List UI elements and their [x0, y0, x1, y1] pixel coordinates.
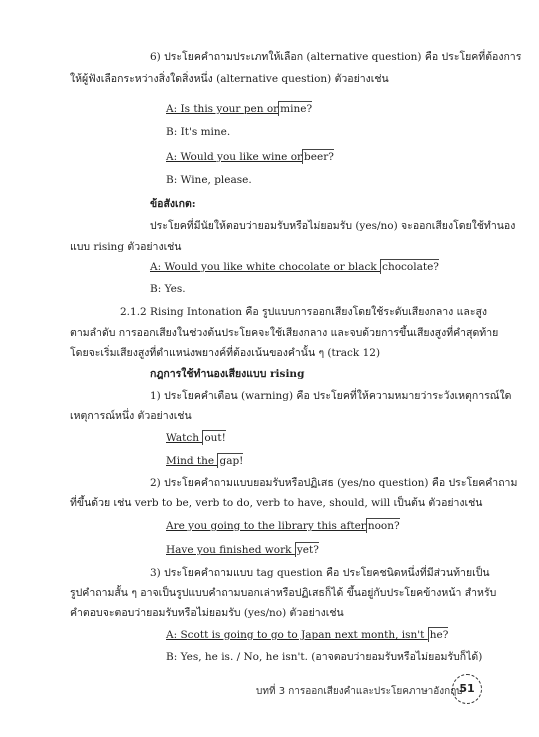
rule3-example-2: B: Yes, he is. / No, he isn't. (อาจตอบว่ายอมรับหรือไม่ยอมรับก็ได้): [166, 651, 483, 663]
rule2-line2: ที่ขึ้นด้วย เช่น verb to be, verb to do, verb to have, should, will เป็นต้น ตัวอย่างเช่น: [70, 497, 483, 509]
note-line2: แบบ rising ตัวอย่างเช่น: [70, 241, 182, 253]
rule1-line2: เหตุการณ์หนึ่ง ตัวอย่างเช่น: [70, 410, 192, 422]
example-alt-1: A: Is this your pen or mine?: [166, 103, 313, 115]
rule2-line1: 2) ประโยคคำถามแบบยอมรับหรือปฏิเสธ (yes/no question) คือ ประโยคคำถาม: [150, 477, 518, 489]
intonation-mark: chocolate?: [382, 261, 439, 273]
rule3-line2: รูปคำถามสั้น ๆ อาจเป็นรูปแบบคำถามบอกเล่าหรือปฏิเสธก็ได้ ขึ้นอยู่กับประโยคข้างหน้า สำหรับ: [70, 587, 497, 599]
example-alt-3: A: Would you like wine or beer?: [166, 151, 334, 163]
note-title: ข้อสังเกต:: [150, 198, 196, 210]
intonation-mark: out!: [204, 432, 226, 444]
rules-title: กฎการใช้ทำนองเสียงแบบ rising: [150, 368, 305, 380]
intonation-mark: mine?: [280, 103, 313, 115]
intonation-mark: beer?: [304, 151, 334, 163]
intonation-mark: gap!: [219, 455, 244, 467]
rule3-line1: 3) ประโยคคำถามแบบ tag question คือ ประโยคชนิดหนึ่งที่มีส่วนท้ายเป็น: [150, 567, 490, 579]
intonation-mark: noon?: [367, 520, 400, 532]
note-line1: ประโยคที่มีนัยให้ตอบว่ายอมรับหรือไม่ยอมรับ (yes/no) จะออกเสียงโดยใช้ทำนอง: [150, 220, 516, 232]
rule3-example-1: A: Scott is going to go to Japan next month, isn't he?: [166, 629, 449, 641]
note-example-1: A: Would you like white chocolate or black chocolate?: [150, 261, 439, 273]
example-alt-2: B: It's mine.: [166, 126, 231, 138]
intonation-mark: yet?: [296, 544, 319, 556]
rule1-example-2: Mind the gap!: [166, 455, 244, 467]
chapter-footer: บทที่ 3 การออกเสียงคำและประโยคภาษาอังกฤษ: [256, 686, 463, 697]
section6-line1: 6) ประโยคคำถามประเภทให้เลือก (alternative question) คือ ประโยคที่ต้องการ: [150, 51, 522, 63]
rising-intro-line2: ตามลำดับ การออกเสียงในช่วงต้นประโยคจะใช้เสียงกลาง และจบด้วยการขึ้นเสียงสูงที่คำสุดท้าย: [70, 327, 499, 339]
rising-intro-line3: โดยจะเริ่มเสียงสูงที่ตำแหน่งพยางค์ที่ต้องเน้นของคำนั้น ๆ (track 12): [70, 347, 381, 359]
rising-intro-line1: 2.1.2 Rising Intonation คือ รูปแบบการออกเสียงโดยใช้ระดับเสียงกลาง และสูง: [120, 306, 488, 318]
page-number-badge: 51: [452, 674, 482, 704]
intonation-mark: he?: [429, 629, 449, 641]
rule1-example-1: Watch out!: [166, 432, 226, 444]
note-example-2: B: Yes.: [150, 283, 186, 295]
rule2-example-1: Are you going to the library this after noon?: [166, 520, 400, 532]
section6-line2: ให้ผู้ฟังเลือกระหว่างสิ่งใดสิ่งหนึ่ง (alternative question) ตัวอย่างเช่น: [70, 73, 389, 85]
rule2-example-2: Have you finished work yet?: [166, 544, 319, 556]
rule1-line1: 1) ประโยคคำเตือน (warning) คือ ประโยคที่ให้ความหมายว่าระวังเหตุการณ์ใด: [150, 390, 512, 402]
example-alt-4: B: Wine, please.: [166, 174, 252, 186]
rule3-line3: คำตอบจะตอบว่ายอมรับหรือไม่ยอมรับ (yes/no) ตัวอย่างเช่น: [70, 607, 344, 619]
